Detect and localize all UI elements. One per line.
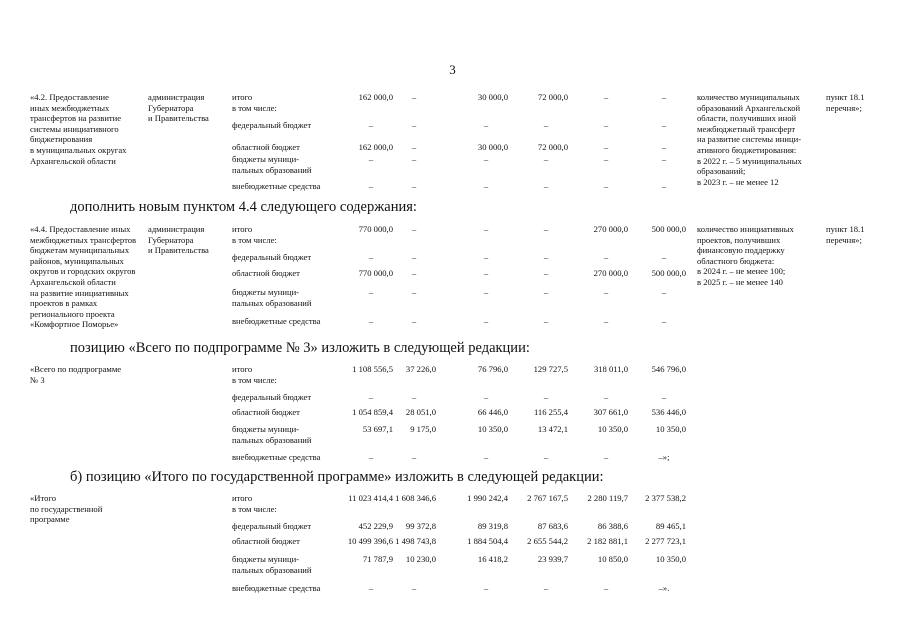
- table-cell-amount: 2 182 881,1: [587, 536, 628, 546]
- funding-source-label: внебюджетные средства: [232, 452, 321, 462]
- funding-source-label: итого в том числе:: [232, 493, 277, 514]
- table-cell-amount: 28 051,0: [405, 407, 436, 417]
- table-cell-amount: –: [543, 224, 549, 234]
- table-cell-amount: –: [483, 252, 489, 262]
- table-cell-amount: –: [483, 316, 489, 326]
- measure-name: «4.2. Предоставление иных межбюджетных трансфертов на развитие системы инициативного бюджетирования в муниципальных округах Архангельской области: [30, 92, 127, 166]
- table-cell-amount: –: [368, 252, 374, 262]
- table-cell-amount: –: [368, 154, 374, 164]
- list-reference: пункт 18.1 перечня»;: [826, 92, 865, 113]
- table-cell-amount: –: [368, 120, 374, 130]
- funding-source-label: бюджеты муници- пальных образований: [232, 287, 312, 308]
- table-cell-amount: 72 000,0: [537, 142, 568, 152]
- funding-source-label: внебюджетные средства: [232, 316, 321, 326]
- table-cell-amount: –: [368, 583, 374, 593]
- table-cell-amount: –: [603, 583, 609, 593]
- table-cell-amount: –: [411, 287, 417, 297]
- table-cell-amount: –: [411, 142, 417, 152]
- heading-program-total: б) позицию «Итого по государственной программе» изложить в следующей редакции:: [70, 469, 604, 485]
- table-cell-amount: –: [603, 120, 609, 130]
- table-cell-amount: –: [661, 142, 667, 152]
- table-cell-amount: –: [411, 583, 417, 593]
- table-cell-amount: 99 372,8: [405, 521, 436, 531]
- funding-source-label: бюджеты муници- пальных образований: [232, 554, 312, 575]
- heading-subprogram-total: позицию «Всего по подпрограмме № 3» изложить в следующей редакции:: [70, 340, 530, 356]
- table-cell-amount: 1 608 346,6: [395, 493, 436, 503]
- table-cell-amount: –: [368, 287, 374, 297]
- table-cell-amount: –: [411, 120, 417, 130]
- table-cell-amount: 770 000,0: [358, 268, 393, 278]
- table-cell-amount: 318 011,0: [593, 364, 628, 374]
- table-cell-amount: 37 226,0: [405, 364, 436, 374]
- funding-source-label: федеральный бюджет: [232, 392, 312, 402]
- table-cell-amount: –: [543, 287, 549, 297]
- table-cell-amount: 270 000,0: [593, 224, 628, 234]
- responsible-executor: администрация Губернатора и Правительства: [148, 224, 209, 256]
- table-cell-amount: 1 054 859,4: [352, 407, 393, 417]
- table-cell-amount: 23 939,7: [537, 554, 568, 564]
- table-cell-amount: 452 229,9: [358, 521, 393, 531]
- table-cell-amount: –: [483, 452, 489, 462]
- table-cell-amount: –: [661, 154, 667, 164]
- table-cell-amount: 116 255,4: [533, 407, 568, 417]
- table-cell-amount: 16 418,2: [477, 554, 508, 564]
- table-cell-amount: –: [603, 392, 609, 402]
- table-cell-amount: –: [411, 92, 417, 102]
- funding-source-label: итого в том числе:: [232, 92, 277, 113]
- table-cell-amount: 10 230,0: [405, 554, 436, 564]
- funding-source-label: федеральный бюджет: [232, 120, 312, 130]
- table-cell-amount: 30 000,0: [477, 142, 508, 152]
- table-cell-amount: 53 697,1: [362, 424, 393, 434]
- table-cell-amount: –: [543, 154, 549, 164]
- funding-source-label: итого в том числе:: [232, 224, 277, 245]
- table-cell-amount: 2 277 723,1: [645, 536, 686, 546]
- table-cell-amount: 2 377 538,2: [645, 493, 686, 503]
- table-cell-amount: –: [483, 154, 489, 164]
- table-cell-amount: –: [483, 120, 489, 130]
- table-cell-amount: 546 796,0: [651, 364, 686, 374]
- table-cell-amount: 536 446,0: [651, 407, 686, 417]
- table-cell-amount: –: [603, 142, 609, 152]
- table-cell-amount: –: [411, 181, 417, 191]
- responsible-executor: администрация Губернатора и Правительства: [148, 92, 209, 124]
- measure-name: «Итого по государственной программе: [30, 493, 103, 525]
- table-cell-amount: 10 350,0: [655, 554, 686, 564]
- table-cell-amount: –: [411, 154, 417, 164]
- table-cell-amount: 10 350,0: [655, 424, 686, 434]
- table-cell-amount: –: [543, 252, 549, 262]
- table-section-4-4: [0, 224, 905, 339]
- table-cell-amount: 770 000,0: [358, 224, 393, 234]
- measure-name: «Всего по подпрограмме № 3: [30, 364, 122, 385]
- table-cell-amount: 10 350,0: [477, 424, 508, 434]
- table-cell-amount: 86 388,6: [597, 521, 628, 531]
- table-cell-amount: –: [543, 452, 549, 462]
- table-cell-amount: –: [483, 268, 489, 278]
- table-cell-amount: –: [411, 252, 417, 262]
- table-cell-amount: –: [411, 452, 417, 462]
- table-cell-amount: –: [543, 181, 549, 191]
- table-cell-amount: –: [543, 392, 549, 402]
- table-cell-amount: –: [368, 392, 374, 402]
- table-cell-amount: –: [543, 583, 549, 593]
- table-section-program-total: [0, 493, 905, 593]
- table-section-subprogram-3-total: [0, 364, 905, 464]
- table-cell-amount: –: [661, 287, 667, 297]
- table-cell-amount: 2 655 544,2: [527, 536, 568, 546]
- funding-source-label: внебюджетные средства: [232, 583, 321, 593]
- table-cell-amount: –: [603, 181, 609, 191]
- table-cell-amount: –: [483, 392, 489, 402]
- table-cell-amount: –: [603, 92, 609, 102]
- table-cell-amount: –: [543, 316, 549, 326]
- table-cell-amount: –: [483, 583, 489, 593]
- table-cell-amount: 1 884 504,4: [467, 536, 508, 546]
- table-cell-amount: 30 000,0: [477, 92, 508, 102]
- table-cell-amount: 1 498 743,8: [395, 536, 436, 546]
- table-cell-amount: –: [661, 120, 667, 130]
- table-cell-amount: –: [661, 392, 667, 402]
- funding-source-label: итого в том числе:: [232, 364, 277, 385]
- table-cell-amount: 1 990 242,4: [467, 493, 508, 503]
- table-cell-amount: 162 000,0: [358, 142, 393, 152]
- table-cell-amount: 1 108 556,5: [352, 364, 393, 374]
- funding-source-label: федеральный бюджет: [232, 521, 312, 531]
- table-cell-amount: –: [603, 316, 609, 326]
- funding-source-label: областной бюджет: [232, 142, 300, 152]
- table-cell-amount: 500 000,0: [651, 268, 686, 278]
- table-cell-amount: –»;: [658, 452, 670, 462]
- table-cell-amount: –: [368, 316, 374, 326]
- result-indicator: количество инициативных проектов, получивших финансовую поддержку областного бюджета: в 2024 г. – не менее 100; в 2025 г. – не менее 140: [697, 224, 794, 287]
- table-cell-amount: –: [411, 392, 417, 402]
- measure-name: «4.4. Предоставление иных межбюджетных трансфертов бюджетам муниципальных районов, муниципальных округов и городских округов Архангельской области на развитие инициативных проектов в рамках регионального проекта «Комфортное Поморье»: [30, 224, 137, 330]
- table-cell-amount: 87 683,6: [537, 521, 568, 531]
- table-cell-amount: 2 280 119,7: [587, 493, 628, 503]
- table-cell-amount: –: [411, 224, 417, 234]
- table-cell-amount: –: [603, 252, 609, 262]
- table-cell-amount: 10 499 396,6: [347, 536, 393, 546]
- table-cell-amount: 10 850,0: [597, 554, 628, 564]
- table-cell-amount: 2 767 167,5: [527, 493, 568, 503]
- list-reference: пункт 18.1 перечня»;: [826, 224, 865, 245]
- funding-source-label: федеральный бюджет: [232, 252, 312, 262]
- table-cell-amount: –: [603, 154, 609, 164]
- table-cell-amount: 66 446,0: [477, 407, 508, 417]
- table-cell-amount: 9 175,0: [410, 424, 436, 434]
- table-cell-amount: –: [661, 252, 667, 262]
- table-cell-amount: 162 000,0: [358, 92, 393, 102]
- table-cell-amount: –: [483, 224, 489, 234]
- table-cell-amount: –: [483, 181, 489, 191]
- table-cell-amount: 72 000,0: [537, 92, 568, 102]
- table-cell-amount: 10 350,0: [597, 424, 628, 434]
- table-cell-amount: 13 472,1: [537, 424, 568, 434]
- table-cell-amount: 129 727,5: [533, 364, 568, 374]
- table-cell-amount: –: [543, 268, 549, 278]
- funding-source-label: бюджеты муници- пальных образований: [232, 424, 312, 445]
- table-cell-amount: –: [661, 181, 667, 191]
- table-cell-amount: 11 023 414,4: [348, 493, 393, 503]
- funding-source-label: бюджеты муници- пальных образований: [232, 154, 312, 175]
- result-indicator: количество муниципальных образований Архангельской области, получивших иной межбюджетный трансферт на развитие системы иници- ативного бюджетирования: в 2022 г. – 5 муниципальных образований; в 2023 г. – не менее 12: [697, 92, 802, 187]
- funding-source-label: внебюджетные средства: [232, 181, 321, 191]
- table-cell-amount: 500 000,0: [651, 224, 686, 234]
- table-cell-amount: –».: [658, 583, 670, 593]
- table-cell-amount: 76 796,0: [477, 364, 508, 374]
- page-number: 3: [449, 62, 456, 77]
- table-cell-amount: –: [661, 92, 667, 102]
- table-cell-amount: –: [603, 287, 609, 297]
- table-cell-amount: –: [368, 452, 374, 462]
- table-cell-amount: 270 000,0: [593, 268, 628, 278]
- table-cell-amount: 71 787,9: [362, 554, 393, 564]
- table-section-4-2: [0, 92, 905, 197]
- funding-source-label: областной бюджет: [232, 536, 300, 546]
- table-cell-amount: –: [483, 287, 489, 297]
- table-cell-amount: –: [368, 181, 374, 191]
- table-cell-amount: –: [661, 316, 667, 326]
- heading-add-item-4-4: дополнить новым пунктом 4.4 следующего содержания:: [70, 199, 417, 215]
- table-cell-amount: –: [603, 452, 609, 462]
- table-cell-amount: –: [543, 120, 549, 130]
- funding-source-label: областной бюджет: [232, 268, 300, 278]
- table-cell-amount: –: [411, 316, 417, 326]
- funding-source-label: областной бюджет: [232, 407, 300, 417]
- table-cell-amount: 307 661,0: [593, 407, 628, 417]
- table-cell-amount: 89 465,1: [655, 521, 686, 531]
- table-cell-amount: 89 319,8: [477, 521, 508, 531]
- table-cell-amount: –: [411, 268, 417, 278]
